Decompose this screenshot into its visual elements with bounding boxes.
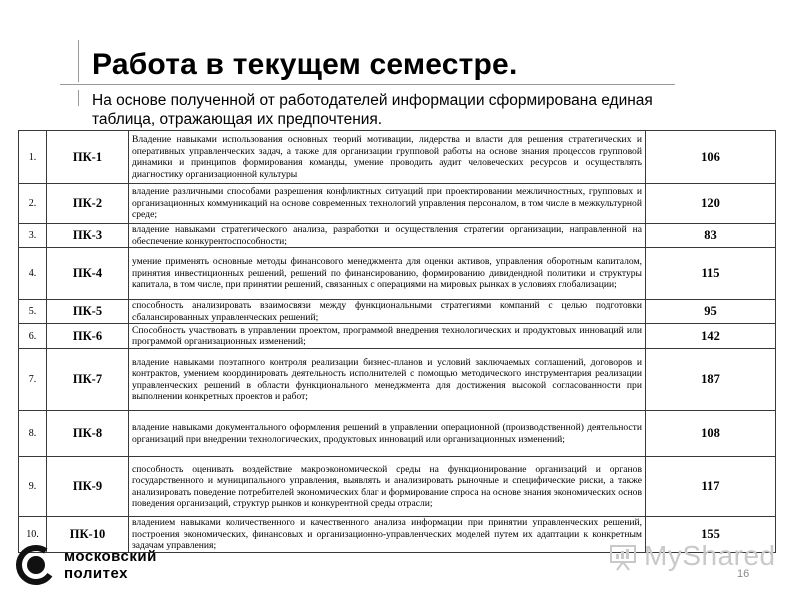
row-number: 2. <box>19 184 47 224</box>
logo-text-line1: московский <box>64 548 157 565</box>
table-row <box>19 411 776 457</box>
page-number: 16 <box>737 568 750 580</box>
table-row <box>19 349 776 411</box>
row-number: 8. <box>19 411 47 457</box>
competency-code: ПК-5 <box>47 300 129 324</box>
competency-code: ПК-7 <box>47 349 129 411</box>
competency-code: ПК-4 <box>47 248 129 300</box>
mospolytech-logo <box>16 543 176 587</box>
employer-count: 155 <box>646 517 776 553</box>
employer-count: 106 <box>646 131 776 184</box>
competency-code: ПК-3 <box>47 224 129 248</box>
competency-code: ПК-2 <box>47 184 129 224</box>
competency-description: Способность участвовать в управлении проектом, программой внедрения технологических и продуктовых инноваций или программой организационных изменений; <box>129 324 646 349</box>
competency-description: умение применять основные методы финансового менеджмента для оценки активов, управления оборотным капиталом, принятия инвестиционных решений, решений по финансированию, формированию дивидендной политики и структуры капитала, в том числе, при принятии решений, связанных с операциями на мировых рынках в условиях глобализации; <box>129 248 646 300</box>
row-number: 1. <box>19 131 47 184</box>
competency-description: владение навыками документального оформления решений в управлении операционной (производственной) деятельности организаций при внедрении технологических, продуктовых инноваций или организационных изменений; <box>129 411 646 457</box>
watermark-text: MyShared <box>644 540 776 571</box>
table-row <box>19 131 776 184</box>
table-row <box>19 248 776 300</box>
row-number: 9. <box>19 457 47 517</box>
competency-description: способность анализировать взаимосвязи между функциональными стратегиями компаний с целью подготовки сбалансированных управленческих решений; <box>129 300 646 324</box>
employer-count: 142 <box>646 324 776 349</box>
competency-description: владение различными способами разрешения конфликтных ситуаций при проектировании межличностных, групповых и организационных коммуникаций на основе современных технологий управления персоналом, в том числе в межкультурной среде; <box>129 184 646 224</box>
competency-description: способность оценивать воздействие макроэкономической среды на функционирование организаций и органов государственного и муниципального управления, выявлять и анализировать рыночные и специфические риски, а также анализировать поведение потребителей экономических благ и формирование спроса на основе знания экономических основ поведения организаций, структур рынков и конкурентной среды отрасли; <box>129 457 646 517</box>
employer-count: 117 <box>646 457 776 517</box>
row-number: 4. <box>19 248 47 300</box>
logo-text-line2: политех <box>64 565 128 582</box>
employer-count: 187 <box>646 349 776 411</box>
mospolytech-logo-icon <box>16 545 56 585</box>
presentation-board-icon <box>608 542 638 572</box>
employer-count: 83 <box>646 224 776 248</box>
table-row <box>19 324 776 349</box>
row-number: 3. <box>19 224 47 248</box>
slide-subtitle: На основе полученной от работодателей информации сформирована единая таблица, отражающая их предпочтения. <box>92 92 653 128</box>
subtitle-divider-vertical <box>78 90 79 106</box>
row-number: 7. <box>19 349 47 411</box>
title-divider-horizontal <box>60 84 675 85</box>
row-number: 10. <box>19 517 47 553</box>
employer-count: 115 <box>646 248 776 300</box>
employer-count: 120 <box>646 184 776 224</box>
competency-code: ПК-10 <box>47 517 129 553</box>
table-row <box>19 184 776 224</box>
row-number: 6. <box>19 324 47 349</box>
row-number: 5. <box>19 300 47 324</box>
competency-code: ПК-6 <box>47 324 129 349</box>
competency-description: Владение навыками использования основных теорий мотивации, лидерства и власти для решения стратегических и оперативных управленческих задач, а также для организации групповой работы на основе знания процессов групповой динамики и принципов формирования команды, умение проводить аудит человеческих ресурсов и осуществлять диагностику организационной культуры <box>129 131 646 184</box>
competency-code: ПК-8 <box>47 411 129 457</box>
slide-title: Работа в текущем семестре. <box>92 48 518 81</box>
table-row <box>19 300 776 324</box>
competency-description: владение навыками поэтапного контроля реализации бизнес-планов и условий заключаемых соглашений, договоров и контрактов, умением координировать деятельность исполнителей с помощью методического инструментария реализации управленческих решений в области функционального менеджмента для достижения высокой согласованности при выполнении конкретных проектов и работ; <box>129 349 646 411</box>
competency-code: ПК-9 <box>47 457 129 517</box>
table-row <box>19 457 776 517</box>
table-row <box>19 224 776 248</box>
employer-count: 108 <box>646 411 776 457</box>
title-divider-vertical <box>78 40 79 82</box>
competency-table-container <box>18 130 776 551</box>
employer-count: 95 <box>646 300 776 324</box>
competency-description: владение навыками стратегического анализа, разработки и осуществления стратегии организации, направленной на обеспечение конкурентоспособности; <box>129 224 646 248</box>
competency-description: владением навыками количественного и качественного анализа информации при принятии управленческих решений, построения экономических, финансовых и организационно-управленческих моделей путем их адаптации к конкретным задачам управления; <box>129 517 646 553</box>
competency-table <box>18 130 776 553</box>
mospolytech-logo-text <box>64 548 157 582</box>
competency-code: ПК-1 <box>47 131 129 184</box>
